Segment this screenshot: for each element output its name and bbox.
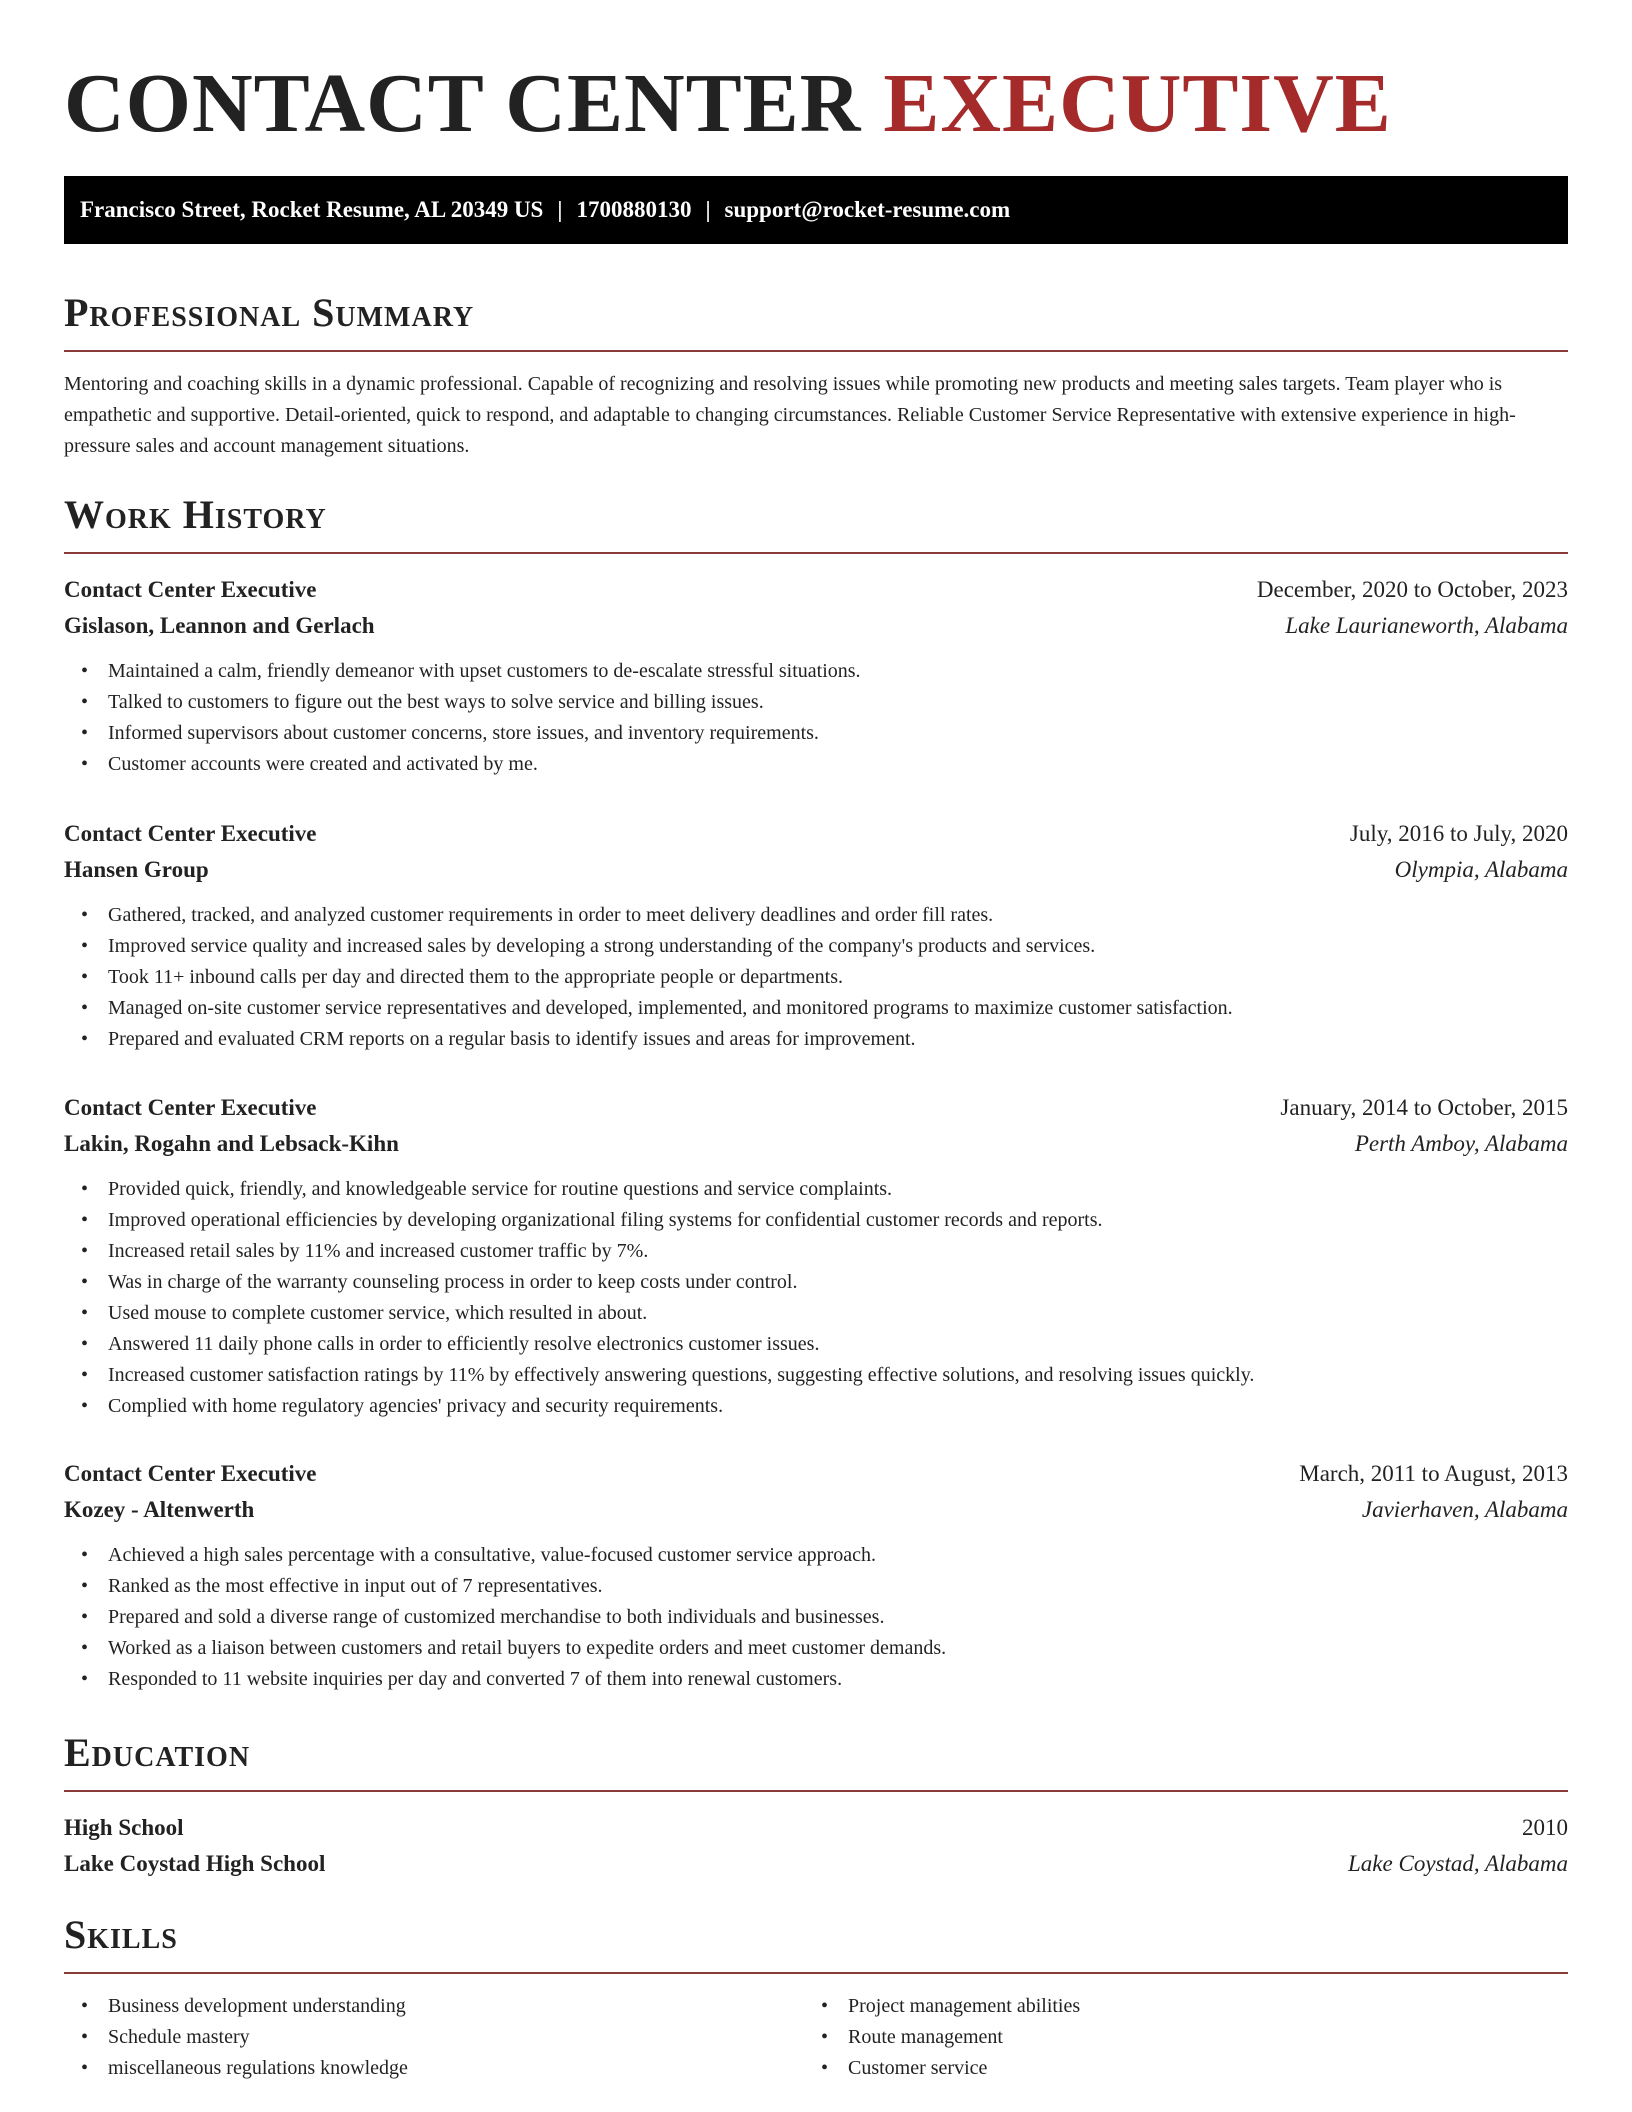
list-item bbox=[64, 1205, 1568, 1236]
job-location: Lake Laurianeworth, Alabama bbox=[1285, 613, 1568, 638]
job-bullets bbox=[64, 1540, 1568, 1695]
work-section-header bbox=[64, 490, 1568, 554]
skills-bullets bbox=[804, 1991, 1544, 2084]
bullet-icon: • bbox=[81, 1364, 89, 1386]
list-item bbox=[64, 1991, 804, 2022]
list-item bbox=[64, 1174, 1568, 1205]
bullet-text: Increased customer satisfaction ratings by 11% by effectively answering questions, suggesting effective solutions, and resolving issues quickly. bbox=[108, 1364, 1255, 1386]
skill-text: Schedule mastery bbox=[108, 2026, 250, 2048]
education-location: Lake Coystad, Alabama bbox=[1348, 1851, 1568, 1876]
list-item bbox=[64, 1267, 1568, 1298]
bullet-icon: • bbox=[81, 753, 89, 775]
education-section-header bbox=[64, 1728, 1568, 1792]
list-item bbox=[64, 1236, 1568, 1267]
bullet-text: Used mouse to complete customer service, which resulted in about. bbox=[108, 1302, 648, 1324]
education-year: 2010 bbox=[1522, 1815, 1568, 1840]
list-item bbox=[64, 1329, 1568, 1360]
title-accent: EXECUTIVE bbox=[883, 57, 1392, 150]
job-entry bbox=[64, 1456, 1568, 1695]
education-heading: Education bbox=[64, 1730, 251, 1775]
job-company-row bbox=[64, 1492, 1568, 1528]
job-title-row bbox=[64, 572, 1568, 608]
job-company: Gislason, Leannon and Gerlach bbox=[64, 613, 375, 638]
list-item bbox=[64, 931, 1568, 962]
bullet-icon: • bbox=[821, 1995, 829, 2017]
bullet-icon: • bbox=[81, 1395, 89, 1417]
job-title: Contact Center Executive bbox=[64, 577, 317, 602]
contact-phone: 1700880130 bbox=[576, 197, 692, 222]
list-item bbox=[64, 1360, 1568, 1391]
job-entry bbox=[64, 816, 1568, 1055]
job-location: Olympia, Alabama bbox=[1394, 857, 1568, 882]
list-item bbox=[64, 1571, 1568, 1602]
bullet-text: Complied with home regulatory agencies' privacy and security requirements. bbox=[108, 1395, 724, 1417]
bullet-icon: • bbox=[81, 966, 89, 988]
bullet-icon: • bbox=[81, 1544, 89, 1566]
bullet-text: Managed on-site customer service representatives and developed, implemented, and monitored programs to maximize customer satisfaction. bbox=[108, 997, 1233, 1019]
bullet-text: Maintained a calm, friendly demeanor with upset customers to de-escalate stressful situations. bbox=[108, 660, 861, 682]
list-item bbox=[64, 2022, 804, 2053]
job-title: Contact Center Executive bbox=[64, 821, 317, 846]
job-title-row bbox=[64, 1456, 1568, 1492]
work-heading: Work History bbox=[64, 492, 327, 537]
summary-section-header bbox=[64, 288, 1568, 352]
bullet-icon: • bbox=[81, 935, 89, 957]
skills-column-left bbox=[64, 1991, 804, 2084]
list-item bbox=[64, 1540, 1568, 1571]
bullet-text: Achieved a high sales percentage with a consultative, value-focused customer service approach. bbox=[108, 1544, 877, 1566]
skills-heading: Skills bbox=[64, 1912, 178, 1957]
bullet-icon: • bbox=[81, 1333, 89, 1355]
list-item bbox=[64, 2053, 804, 2084]
contact-address: Francisco Street, Rocket Resume, AL 20349 US bbox=[80, 197, 544, 222]
bullet-icon: • bbox=[81, 1575, 89, 1597]
bullet-icon: • bbox=[81, 660, 89, 682]
summary-heading: Professional Summary bbox=[64, 290, 475, 335]
job-title-row bbox=[64, 816, 1568, 852]
bullet-text: Responded to 11 website inquiries per day and converted 7 of them into renewal customers. bbox=[108, 1668, 843, 1690]
list-item bbox=[804, 2053, 1544, 2084]
job-title-row bbox=[64, 1090, 1568, 1126]
list-item bbox=[64, 656, 1568, 687]
bullet-icon: • bbox=[81, 1178, 89, 1200]
list-item bbox=[64, 1633, 1568, 1664]
job-dates: December, 2020 to October, 2023 bbox=[1256, 577, 1568, 602]
job-company-row bbox=[64, 1126, 1568, 1162]
job-entry bbox=[64, 1090, 1568, 1422]
bullet-text: Increased retail sales by 11% and increased customer traffic by 7%. bbox=[108, 1240, 649, 1262]
job-company-row bbox=[64, 852, 1568, 888]
list-item bbox=[64, 1664, 1568, 1695]
list-item bbox=[64, 1298, 1568, 1329]
list-item bbox=[804, 1991, 1544, 2022]
bullet-icon: • bbox=[81, 691, 89, 713]
bullet-icon: • bbox=[81, 1668, 89, 1690]
list-item bbox=[64, 900, 1568, 931]
job-location: Perth Amboy, Alabama bbox=[1354, 1131, 1568, 1156]
skills-column-right bbox=[804, 1991, 1544, 2084]
bullet-text: Improved service quality and increased sales by developing a strong understanding of the company's products and services. bbox=[108, 935, 1096, 957]
job-bullets bbox=[64, 1174, 1568, 1422]
bullet-text: Improved operational efficiencies by developing organizational filing systems for confidential customer records and reports. bbox=[108, 1209, 1103, 1231]
job-company: Lakin, Rogahn and Lebsack-Kihn bbox=[64, 1131, 399, 1156]
job-company: Kozey - Altenwerth bbox=[64, 1497, 255, 1522]
list-item bbox=[64, 1024, 1568, 1055]
bullet-icon: • bbox=[81, 904, 89, 926]
bullet-text: Talked to customers to figure out the best ways to solve service and billing issues. bbox=[108, 691, 764, 713]
list-item bbox=[64, 993, 1568, 1024]
list-item bbox=[64, 718, 1568, 749]
job-bullets bbox=[64, 900, 1568, 1055]
job-company: Hansen Group bbox=[64, 857, 209, 882]
bullet-icon: • bbox=[81, 1606, 89, 1628]
skill-text: Business development understanding bbox=[108, 1995, 406, 2017]
job-dates: January, 2014 to October, 2015 bbox=[1280, 1095, 1568, 1120]
bullet-icon: • bbox=[821, 2057, 829, 2079]
skill-text: Route management bbox=[848, 2026, 1003, 2048]
skills-bullets bbox=[64, 1991, 804, 2084]
title-main: CONTACT CENTER bbox=[64, 57, 862, 150]
bullet-icon: • bbox=[81, 1209, 89, 1231]
list-item bbox=[64, 687, 1568, 718]
job-title: Contact Center Executive bbox=[64, 1461, 317, 1486]
education-degree-row bbox=[64, 1810, 1568, 1846]
bullet-text: Informed supervisors about customer concerns, store issues, and inventory requirements. bbox=[108, 722, 819, 744]
bullet-icon: • bbox=[81, 1637, 89, 1659]
bullet-text: Took 11+ inbound calls per day and directed them to the appropriate people or departments. bbox=[108, 966, 844, 988]
list-item bbox=[64, 1391, 1568, 1422]
skill-text: Customer service bbox=[848, 2057, 988, 2079]
job-entry bbox=[64, 572, 1568, 780]
bullet-text: Provided quick, friendly, and knowledgeable service for routine questions and service complaints. bbox=[108, 1178, 893, 1200]
job-dates: July, 2016 to July, 2020 bbox=[1349, 821, 1568, 846]
bullet-text: Gathered, tracked, and analyzed customer requirements in order to meet delivery deadlines and order fill rates. bbox=[108, 904, 994, 926]
job-bullets bbox=[64, 656, 1568, 780]
bullet-text: Prepared and sold a diverse range of customized merchandise to both individuals and businesses. bbox=[108, 1606, 885, 1628]
bullet-icon: • bbox=[81, 997, 89, 1019]
contact-email: support@rocket-resume.com bbox=[724, 197, 1011, 222]
contact-separator: | bbox=[705, 197, 711, 222]
list-item bbox=[804, 2022, 1544, 2053]
education-entry bbox=[64, 1810, 1568, 1882]
bullet-icon: • bbox=[81, 722, 89, 744]
bullet-text: Ranked as the most effective in input out of 7 representatives. bbox=[108, 1575, 603, 1597]
education-degree: High School bbox=[64, 1815, 184, 1840]
skills-section-header bbox=[64, 1910, 1568, 1974]
summary-text: Mentoring and coaching skills in a dynamic professional. Capable of recognizing and resolving issues while promoting new products and meeting sales targets. Team player who is empathetic and supportive. Detail-oriented, quick to respond, and adaptable to changing circumstances. Reliable Customer Service Representative with extensive experience in high-pressure sales and account management situations. bbox=[64, 373, 1516, 457]
bullet-text: Worked as a liaison between customers and retail buyers to expedite orders and meet customer demands. bbox=[108, 1637, 947, 1659]
bullet-icon: • bbox=[81, 1302, 89, 1324]
bullet-text: Customer accounts were created and activated by me. bbox=[108, 753, 538, 775]
list-item bbox=[64, 1602, 1568, 1633]
skill-text: miscellaneous regulations knowledge bbox=[108, 2057, 408, 2079]
skill-text: Project management abilities bbox=[848, 1995, 1081, 2017]
bullet-icon: • bbox=[81, 1240, 89, 1262]
job-title: Contact Center Executive bbox=[64, 1095, 317, 1120]
bullet-text: Prepared and evaluated CRM reports on a regular basis to identify issues and areas for improvement. bbox=[108, 1028, 916, 1050]
page-title bbox=[64, 58, 1392, 150]
list-item bbox=[64, 962, 1568, 993]
bullet-icon: • bbox=[81, 1995, 89, 2017]
bullet-icon: • bbox=[81, 1028, 89, 1050]
bullet-text: Answered 11 daily phone calls in order to efficiently resolve electronics customer issues. bbox=[108, 1333, 820, 1355]
list-item bbox=[64, 749, 1568, 780]
contact-bar bbox=[64, 176, 1568, 244]
bullet-icon: • bbox=[81, 1271, 89, 1293]
bullet-icon: • bbox=[81, 2026, 89, 2048]
job-company-row bbox=[64, 608, 1568, 644]
job-location: Javierhaven, Alabama bbox=[1361, 1497, 1568, 1522]
bullet-icon: • bbox=[821, 2026, 829, 2048]
contact-separator: | bbox=[557, 197, 563, 222]
job-dates: March, 2011 to August, 2013 bbox=[1299, 1461, 1568, 1486]
bullet-text: Was in charge of the warranty counseling process in order to keep costs under control. bbox=[108, 1271, 798, 1293]
bullet-icon: • bbox=[81, 2057, 89, 2079]
education-school: Lake Coystad High School bbox=[64, 1851, 326, 1876]
education-school-row bbox=[64, 1846, 1568, 1882]
